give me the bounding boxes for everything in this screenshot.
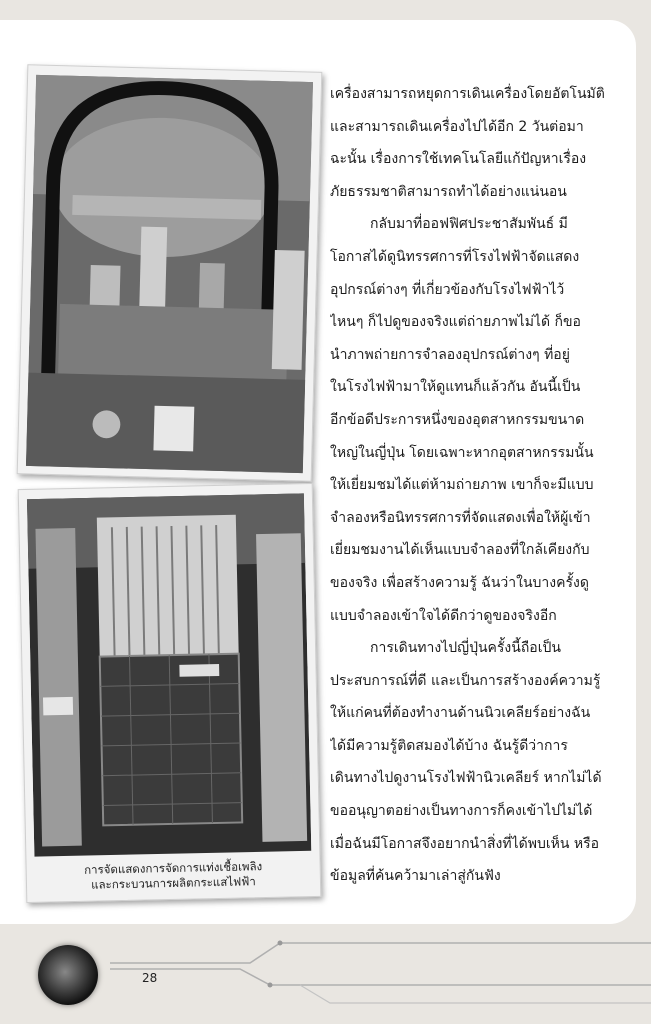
- text-line: ให้เยี่ยมชมได้แต่ห้ามถ่ายภาพ เขาก็จะมีแบบ: [330, 477, 594, 494]
- text-line: ฉะนั้น เรื่องการใช้เทคโนโลยีแก้ปัญหาเรื่อง: [330, 151, 587, 168]
- text-line: โอกาสได้ดูนิทรรศการที่โรงไฟฟ้าจัดแสดง: [330, 248, 580, 265]
- page-footer: [0, 925, 651, 1024]
- text-line: ขออนุญาตอย่างเป็นทางการก็คงเข้าไปไม่ได้: [330, 803, 593, 820]
- text-line: อุปกรณ์ต่างๆ ที่เกี่ยวข้องกับโรงไฟฟ้าไว้: [330, 281, 565, 298]
- text-line: ของจริง เพื่อสร้างความรู้ ฉันว่าในบางครั้งดู: [330, 574, 589, 591]
- page: [0, 20, 636, 924]
- fuel-assembly-model-photo: [18, 483, 322, 903]
- text-line: เครื่องสามารถหยุดการเดินเครื่องโดยอัตโนมัติ: [330, 86, 605, 102]
- text-line: แบบจำลองเข้าใจได้ดีกว่าดูของจริงอีก: [330, 607, 557, 624]
- text-line: เยี่ยมชมงานได้เห็นแบบจำลองที่ใกล้เคียงกับ: [330, 542, 590, 559]
- text-line: ภัยธรรมชาติสามารถทำได้อย่างแน่นอน: [330, 183, 567, 200]
- caption-line: และกระบวนการผลิตกระแสไฟฟ้า: [90, 874, 256, 892]
- text-line: ประสบการณ์ที่ดี และเป็นการสร้างองค์ความรู้: [330, 672, 601, 689]
- text-line: ได้มีความรู้ติดสมองได้บ้าง ฉันรู้ดีว่าการ: [330, 737, 568, 754]
- text-line: เมื่อฉันมีโอกาสจึงอยากนำสิ่งที่ได้พบเห็น หรือ: [330, 835, 600, 852]
- text-line: ให้แก่คนที่ต้องทำงานด้านนิวเคลียร์อย่างฉัน: [330, 705, 591, 722]
- text-line: จำลองหรือนิทรรศการที่จัดแสดงเพื่อให้ผู้เข้า: [330, 509, 591, 526]
- globe-emblem-icon: [38, 945, 98, 1005]
- fuel-assembly-model-image: [27, 492, 311, 858]
- reactor-model-photo: [17, 64, 323, 482]
- text-line: ในโรงไฟฟ้ามาให้ดูแทนก็แล้วกัน อันนี้เป็น: [330, 379, 581, 396]
- text-line: การเดินทางไปญี่ปุ่นครั้งนี้ถือเป็น: [370, 640, 561, 657]
- text-line: เดินทางไปดูงานโรงไฟฟ้านิวเคลียร์ หากไม่ได้: [330, 770, 602, 787]
- text-line: ข้อมูลที่ค้นคว้ามาเล่าสู่กันฟัง: [330, 868, 501, 885]
- text-line: ไหนๆ ก็ไปดูของจริงแต่ถ่ายภาพไม่ได้ ก็ขอ: [330, 314, 581, 331]
- photo-caption: [27, 858, 321, 894]
- text-line: อีกข้อดีประการหนึ่งของอุตสาหกรรมขนาด: [330, 411, 585, 428]
- caption-line: การจัดแสดงการจัดการแท่งเชื้อเพลิง: [83, 859, 263, 877]
- reactor-model-image: [26, 73, 313, 474]
- text-line: กลับมาที่ออฟฟิศประชาสัมพันธ์ มี: [370, 216, 568, 233]
- page-number: 28: [142, 971, 158, 985]
- text-line: ใหญ่ในญี่ปุ่น โดยเฉพาะหากอุตสาหกรรมนั้น: [330, 444, 594, 461]
- text-line: และสามารถเดินเครื่องไปได้อีก 2 วันต่อมา: [330, 118, 584, 135]
- text-line: นำภาพถ่ายการจำลองอุปกรณ์ต่างๆ ที่อยู่: [330, 346, 570, 363]
- article-body: [330, 78, 615, 893]
